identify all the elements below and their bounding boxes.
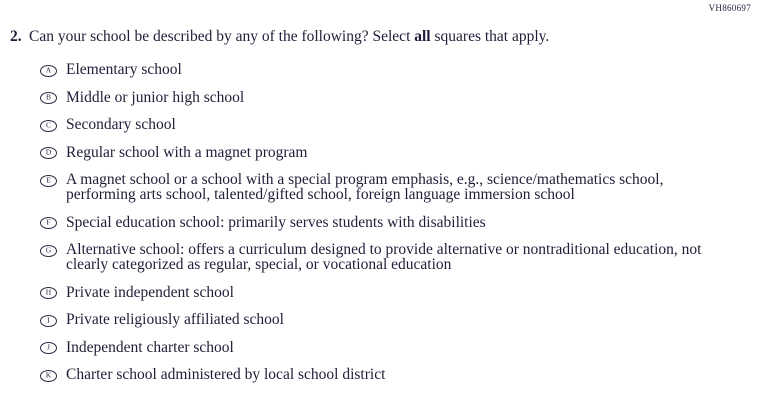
option-label: Special education school: primarily serves students with disabilities: [66, 213, 486, 231]
option-label: Secondary school: [66, 116, 176, 133]
bubble-letter: H: [45, 287, 52, 297]
answer-bubble-icon[interactable]: [40, 175, 57, 187]
answer-bubble-icon[interactable]: [40, 65, 57, 77]
answer-bubble-icon[interactable]: [40, 370, 57, 382]
option-f[interactable]: [40, 215, 749, 230]
option-h[interactable]: [40, 285, 749, 300]
option-label: Private independent school: [66, 283, 234, 301]
option-j[interactable]: [40, 340, 749, 355]
answer-bubble-icon[interactable]: [40, 147, 57, 159]
answer-bubble-icon[interactable]: [40, 120, 57, 132]
bubble-letter: F: [46, 217, 51, 227]
option-label: Private religiously affiliated school: [66, 311, 284, 328]
question-text: [29, 28, 549, 47]
option-d[interactable]: [40, 145, 749, 160]
option-label: Charter school administered by local school district: [66, 366, 386, 383]
option-a[interactable]: [40, 62, 749, 77]
bubble-letter: G: [45, 245, 52, 255]
option-label: Elementary school: [66, 61, 182, 78]
bubble-letter: I: [47, 315, 50, 325]
option-label: Middle or junior high school: [66, 88, 245, 106]
option-k[interactable]: [40, 367, 749, 382]
option-label: A magnet school or a school with a special program emphasis, e.g., science/mathematics school, performing arts school, talented/gifted school, foreign language immersion school: [66, 171, 664, 203]
answer-bubble-icon[interactable]: [40, 315, 57, 327]
option-g[interactable]: [40, 242, 749, 272]
option-label: Independent charter school: [66, 338, 234, 356]
bubble-letter: A: [45, 65, 52, 75]
bubble-letter: B: [45, 92, 51, 102]
bubble-letter: D: [45, 147, 52, 157]
option-c[interactable]: [40, 117, 749, 132]
option-i[interactable]: [40, 312, 749, 327]
question-text-start: Can your school be described by any of the following? Select: [29, 28, 415, 45]
answer-bubble-icon[interactable]: [40, 92, 57, 104]
bubble-letter: K: [45, 370, 52, 380]
answer-bubble-icon[interactable]: [40, 342, 57, 354]
answer-bubble-icon[interactable]: [40, 217, 57, 229]
bubble-letter: C: [45, 120, 51, 130]
answer-bubble-icon[interactable]: [40, 245, 57, 257]
form-code: VH860697: [708, 3, 751, 13]
question: [10, 28, 749, 47]
bubble-letter: J: [47, 342, 50, 352]
bubble-letter: E: [46, 175, 51, 185]
options-list: [40, 62, 749, 395]
option-label: Regular school with a magnet program: [66, 143, 308, 161]
answer-bubble-icon[interactable]: [40, 287, 57, 299]
question-number: 2.: [10, 28, 22, 45]
option-e[interactable]: [40, 172, 749, 202]
option-b[interactable]: [40, 90, 749, 105]
option-label: Alternative school: offers a curriculum designed to provide alternative or nontraditional education, not clearly categorized as regular, special, or vocational education: [66, 241, 702, 273]
question-text-end: squares that apply.: [430, 28, 550, 45]
question-bold-word: all: [414, 28, 431, 45]
